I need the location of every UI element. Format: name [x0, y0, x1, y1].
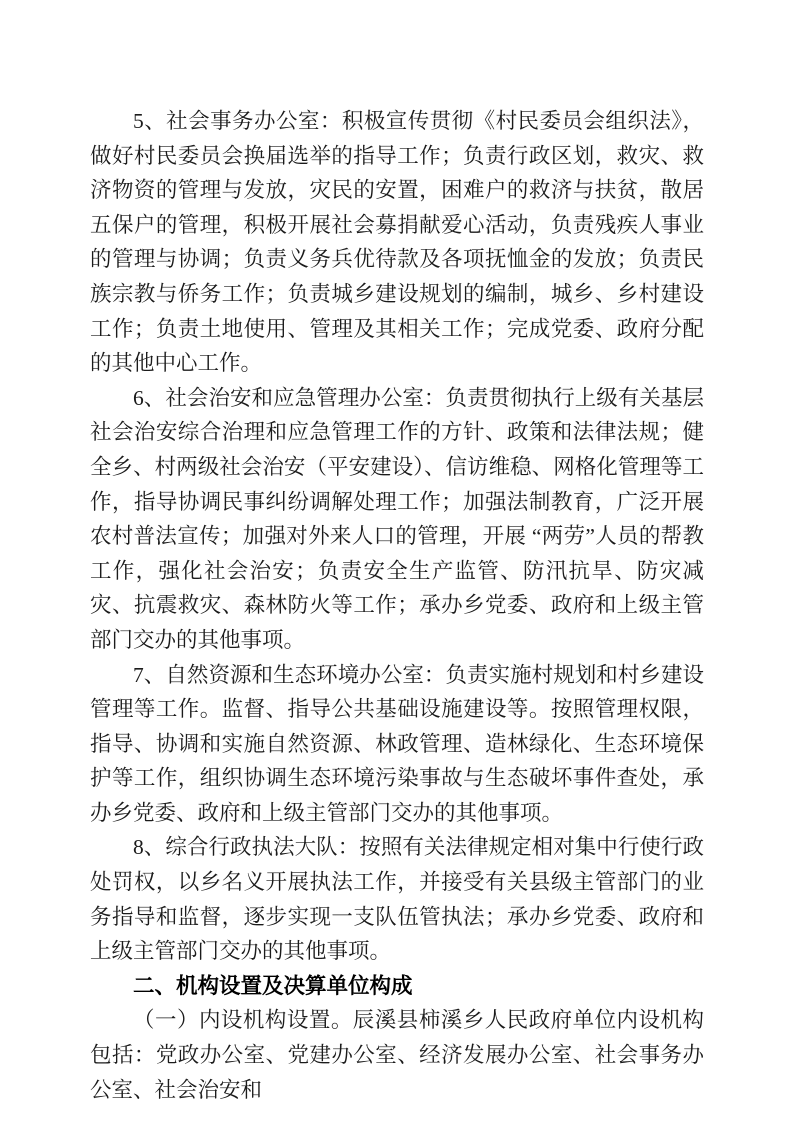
document-page [90, 104, 704, 1107]
paragraph-6-public-security-emergency-office: 6、社会治安和应急管理办公室：负责贯彻执行上级有关基层社会治安综合治理和应急管理工作的方针、政策和法律法规；健全乡、村两级社会治安（平安建设）、信访维稳、网格化管理等工作，指导协调民事纠纷调解处理工作；加强法制教育，广泛开展农村普法宣传；加强对外来人口的管理，开展 “两劳”人员的帮教工作，强化社会治安；负责安全生产监管、防汛抗旱、防灾减灾、抗震救灾、森林防火等工作；承办乡党委、政府和上级主管部门交办的其他事项。 [90, 385, 704, 652]
section-heading-organization-structure: 二、机构设置及决算单位构成 [133, 973, 413, 998]
paragraph-7-natural-resources-ecology-office: 7、自然资源和生态环境办公室：负责实施村规划和村乡建设管理等工作。监督、指导公共基础设施建设等。按照管理权限，指导、协调和实施自然资源、林政管理、造林绿化、生态环境保护等工作，组织协调生态环境污染事故与生态破坏事件查处，承办乡党委、政府和上级主管部门交办的其他事项。 [90, 662, 704, 825]
paragraph-8-comprehensive-law-enforcement-brigade: 8、综合行政执法大队：按照有关法律规定相对集中行使行政处罚权，以乡名义开展执法工作，并接受有关县级主管部门的业务指导和监督，逐步实现一支队伍管执法；承办乡党委、政府和上级主管部门交办的其他事项。 [90, 835, 704, 964]
paragraph-5-social-affairs-office: 5、社会事务办公室：积极宣传贯彻《村民委员会组织法》，做好村民委员会换届选举的指导工作；负责行政区划，救灾、救济物资的管理与发放，灾民的安置，困难户的救济与扶贫，散居五保户的管理，积极开展社会募捐献爱心活动，负责残疾人事业的管理与协调；负责义务兵优待款及各项抚恤金的发放；负责民族宗教与侨务工作；负责城乡建设规划的编制，城乡、乡村建设工作；负责土地使用、管理及其相关工作；完成党委、政府分配的其他中心工作。 [90, 109, 704, 376]
paragraph-internal-organization-setup: （一）内设机构设置。辰溪县柿溪乡人民政府单位内设机构包括：党政办公室、党建办公室、经济发展办公室、社会事务办公室、社会治安和 [90, 1008, 704, 1102]
